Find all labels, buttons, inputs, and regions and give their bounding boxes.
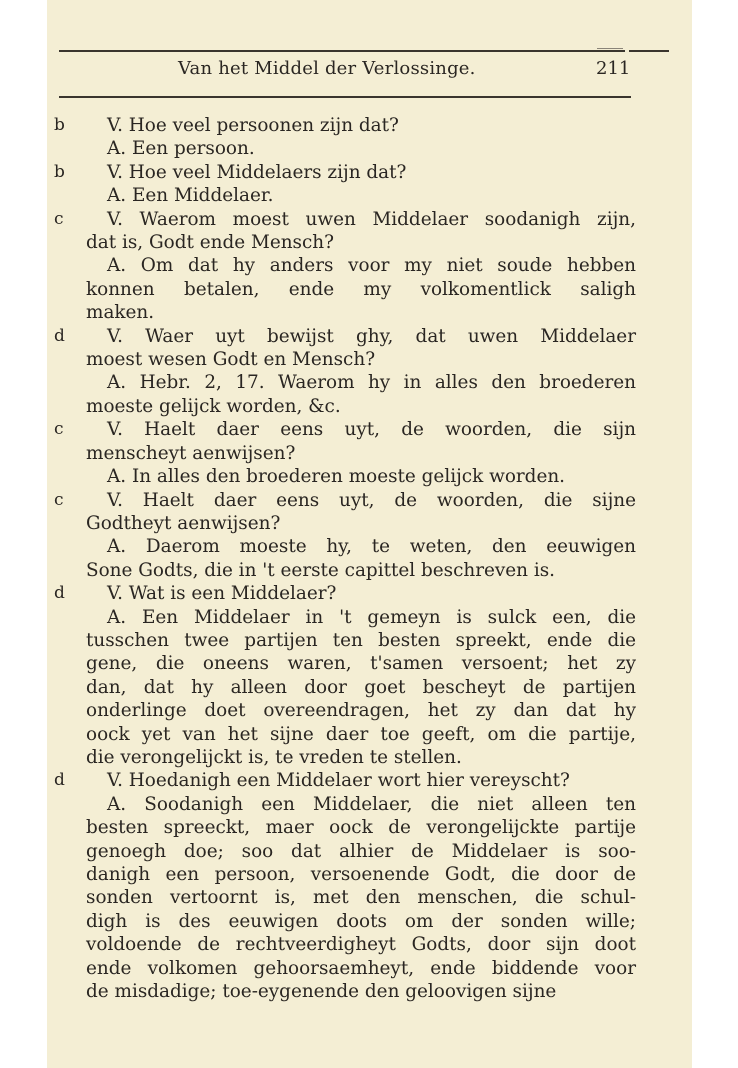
text-line: V. Waer uyt bewijst ghy, dat uwen Middelaer: [107, 325, 636, 347]
text-line: onderlinge doet overeendragen, het zy dan dat hy: [86, 700, 636, 722]
margin-marker: b: [54, 161, 65, 182]
text-line: V. Waerom moest uwen Middelaer soodanigh zijn,: [107, 208, 636, 230]
text-line: A. Om dat hy anders voor my niet soude hebben: [107, 255, 636, 277]
text-line: gene, die oneens waren, t'samen versoent; het zy: [86, 653, 636, 675]
answer-entry: [86, 535, 636, 582]
text-line: V. Hoe veel persoonen zijn dat?: [107, 115, 399, 136]
text-line: danigh een persoon, versoenende Godt, die door de: [86, 864, 636, 885]
question-entry: [54, 418, 636, 465]
text-line: A. Hebr. 2, 17. Waerom hy in alles den broederen: [107, 372, 636, 394]
margin-marker: d: [54, 325, 65, 346]
answer-entry: [86, 371, 636, 418]
text-line: V. Hoe veel Middelaers zijn dat?: [107, 161, 407, 183]
text-line: Sone Godts, die in 't eerste capittel beschreven is.: [86, 559, 556, 581]
text-line: A. Een persoon.: [107, 138, 255, 160]
question-entry: [54, 582, 636, 605]
catechism-text: [54, 114, 636, 1003]
text-line: voldoende de rechtveerdigheyt Godts, door sijn doot: [86, 934, 636, 956]
text-line: menscheyt aenwijsen?: [86, 442, 296, 464]
answer-entry: [86, 254, 636, 324]
question-entry: [54, 208, 636, 255]
header-rule-top-right: [597, 48, 623, 49]
text-line: A. Daerom moeste hy, te weten, den eeuwigen: [107, 536, 636, 558]
question-entry: [54, 325, 636, 372]
text-line: V. Haelt daer eens uyt, de woorden, die sijne: [107, 489, 636, 511]
text-line: V. Hoedanigh een Middelaer wort hier vereyscht?: [107, 770, 570, 792]
text-line: moeste gelijck worden, &c.: [86, 395, 341, 417]
header-rule-top-end: [629, 50, 669, 52]
header-rule-bottom: [59, 96, 631, 98]
answer-entry: [86, 793, 636, 1004]
text-line: maken.: [86, 302, 155, 324]
margin-marker: c: [54, 419, 64, 440]
text-line: de misdadige; toe-eygenende den geloovigen sijne: [86, 981, 557, 1003]
text-line: V. Haelt daer eens uyt, de woorden, die sijn: [107, 419, 636, 441]
answer-entry: [86, 606, 636, 770]
answer-entry: [86, 184, 636, 207]
margin-marker: d: [54, 770, 65, 791]
text-line: dan, dat hy alleen door goet bescheyt de partijen: [86, 676, 636, 698]
question-entry: [54, 489, 636, 536]
text-line: V. Wat is een Middelaer?: [107, 583, 337, 605]
margin-marker: c: [54, 489, 64, 510]
question-entry: [54, 161, 636, 184]
page-number: 211: [596, 58, 631, 79]
text-line: tusschen twee partijen ten besten spreekt, ende die: [86, 629, 636, 651]
margin-marker: c: [54, 208, 64, 229]
text-line: die verongelijckt is, te vreden te stellen.: [86, 746, 462, 768]
text-line: oock yet van het sijne daer toe geeft, om die partije,: [86, 723, 636, 745]
text-line: Godtheyt aenwijsen?: [86, 512, 281, 534]
answer-entry: [86, 465, 636, 488]
text-line: konnen betalen, ende my volkomentlick saligh: [86, 278, 636, 300]
question-entry: [54, 769, 636, 792]
margin-marker: d: [54, 583, 65, 604]
answer-entry: [86, 137, 636, 160]
text-line: ende volkomen gehoorsaemheyt, ende biddende voor: [86, 957, 636, 979]
text-line: A. Soodanigh een Middelaer, die niet alleen ten: [107, 793, 636, 815]
question-entry: [54, 114, 636, 137]
header-rule-top: [59, 50, 625, 52]
text-line: A. Een Middelaer.: [107, 185, 274, 207]
text-line: A. In alles den broederen moeste gelijck worden.: [107, 466, 566, 488]
text-line: A. Een Middelaer in 't gemeyn is sulck een, die: [107, 606, 636, 628]
running-header-title: Van het Middel der Verlossinge.: [178, 58, 476, 79]
text-line: genoegh doe; soo dat alhier de Middelaer is soo-: [86, 840, 636, 862]
margin-marker: b: [54, 115, 65, 135]
text-line: moest wesen Godt en Mensch?: [86, 349, 376, 371]
text-line: digh is des eeuwigen doots om der sonden wille;: [86, 910, 636, 932]
text-line: dat is, Godt ende Mensch?: [86, 232, 334, 254]
text-line: besten spreeckt, maer oock de verongelijckte partije: [86, 817, 636, 839]
text-line: sonden vertoornt is, met den menschen, die schul-: [86, 887, 636, 909]
